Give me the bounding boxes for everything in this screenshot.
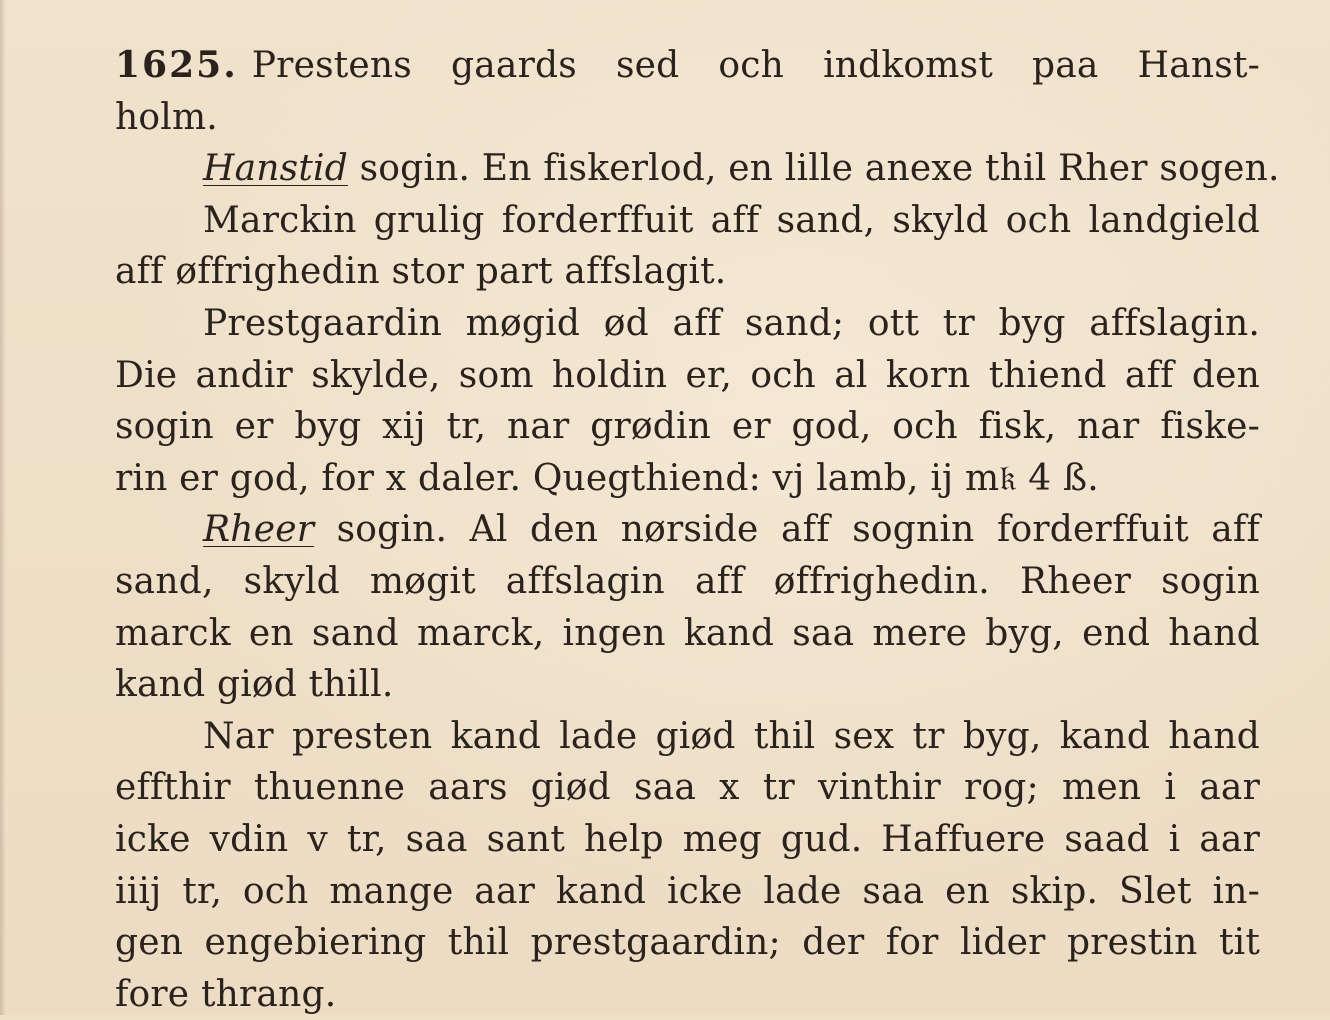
text-line-12: marck en sand marck, ingen kand saa mere byg, end hand	[115, 612, 1260, 654]
entry-title: Prestens gaards sed och indkomst paa Hanst-	[251, 45, 1260, 86]
text-line-5: aff øffrighedin stor part affslagit.	[115, 251, 727, 293]
text-line-14: Nar presten kand lade giød thil sex tr byg, kand hand	[203, 715, 1260, 757]
text-column	[115, 40, 1280, 1020]
text-line-18: gen engebiering thil prestgaardin; der for lider prestin tit	[115, 922, 1260, 964]
text-line-8: sogin er byg xij tr, nar grødin er god, och fisk, nar fiske-	[115, 406, 1260, 448]
text-line-3: Hanstid sogin. En fiskerlod, en lille anexe thil Rher sogen.	[203, 148, 1280, 190]
entry-number: 1625.	[115, 44, 238, 86]
text-line-4: Marckin grulig forderffuit aff sand, skyld och landgield	[203, 199, 1260, 241]
text-line-6: Prestgaardin møgid ød aff sand; ott tr byg affslagin.	[203, 302, 1260, 344]
text-line-10: Rheer sogin. Al den nørside aff sognin forderffuit aff	[203, 509, 1260, 551]
parish-name-rheer: Rheer	[203, 509, 315, 551]
text-line-17: iiij tr, och mange aar kand icke lade saa en skip. Slet in-	[115, 870, 1260, 912]
text-line-1	[115, 40, 1260, 92]
text-line-19: fore thrang.	[115, 973, 337, 1015]
text-line-16: icke vdin v tr, saa sant help meg gud. Haffuere saad i aar	[115, 818, 1260, 860]
parish-name-hanstid: Hanstid	[203, 148, 348, 190]
text-line-11: sand, skyld møgit affslagin aff øffrighedin. Rheer sogin	[115, 560, 1260, 602]
text-line-13: kand giød thill.	[115, 664, 394, 706]
text-line-2: holm.	[115, 96, 218, 138]
text-line-9: rin er god, for x daler. Quegthiend: vj lamb, ij m𝔨 4 ß.	[115, 457, 1099, 499]
text-line-15: effthir thuenne aars giød saa x tr vinthir rog; men i aar	[115, 767, 1260, 809]
text-line-7: Die andir skylde, som holdin er, och al korn thiend aff den	[115, 354, 1260, 396]
page-edge-shadow	[0, 0, 6, 1015]
